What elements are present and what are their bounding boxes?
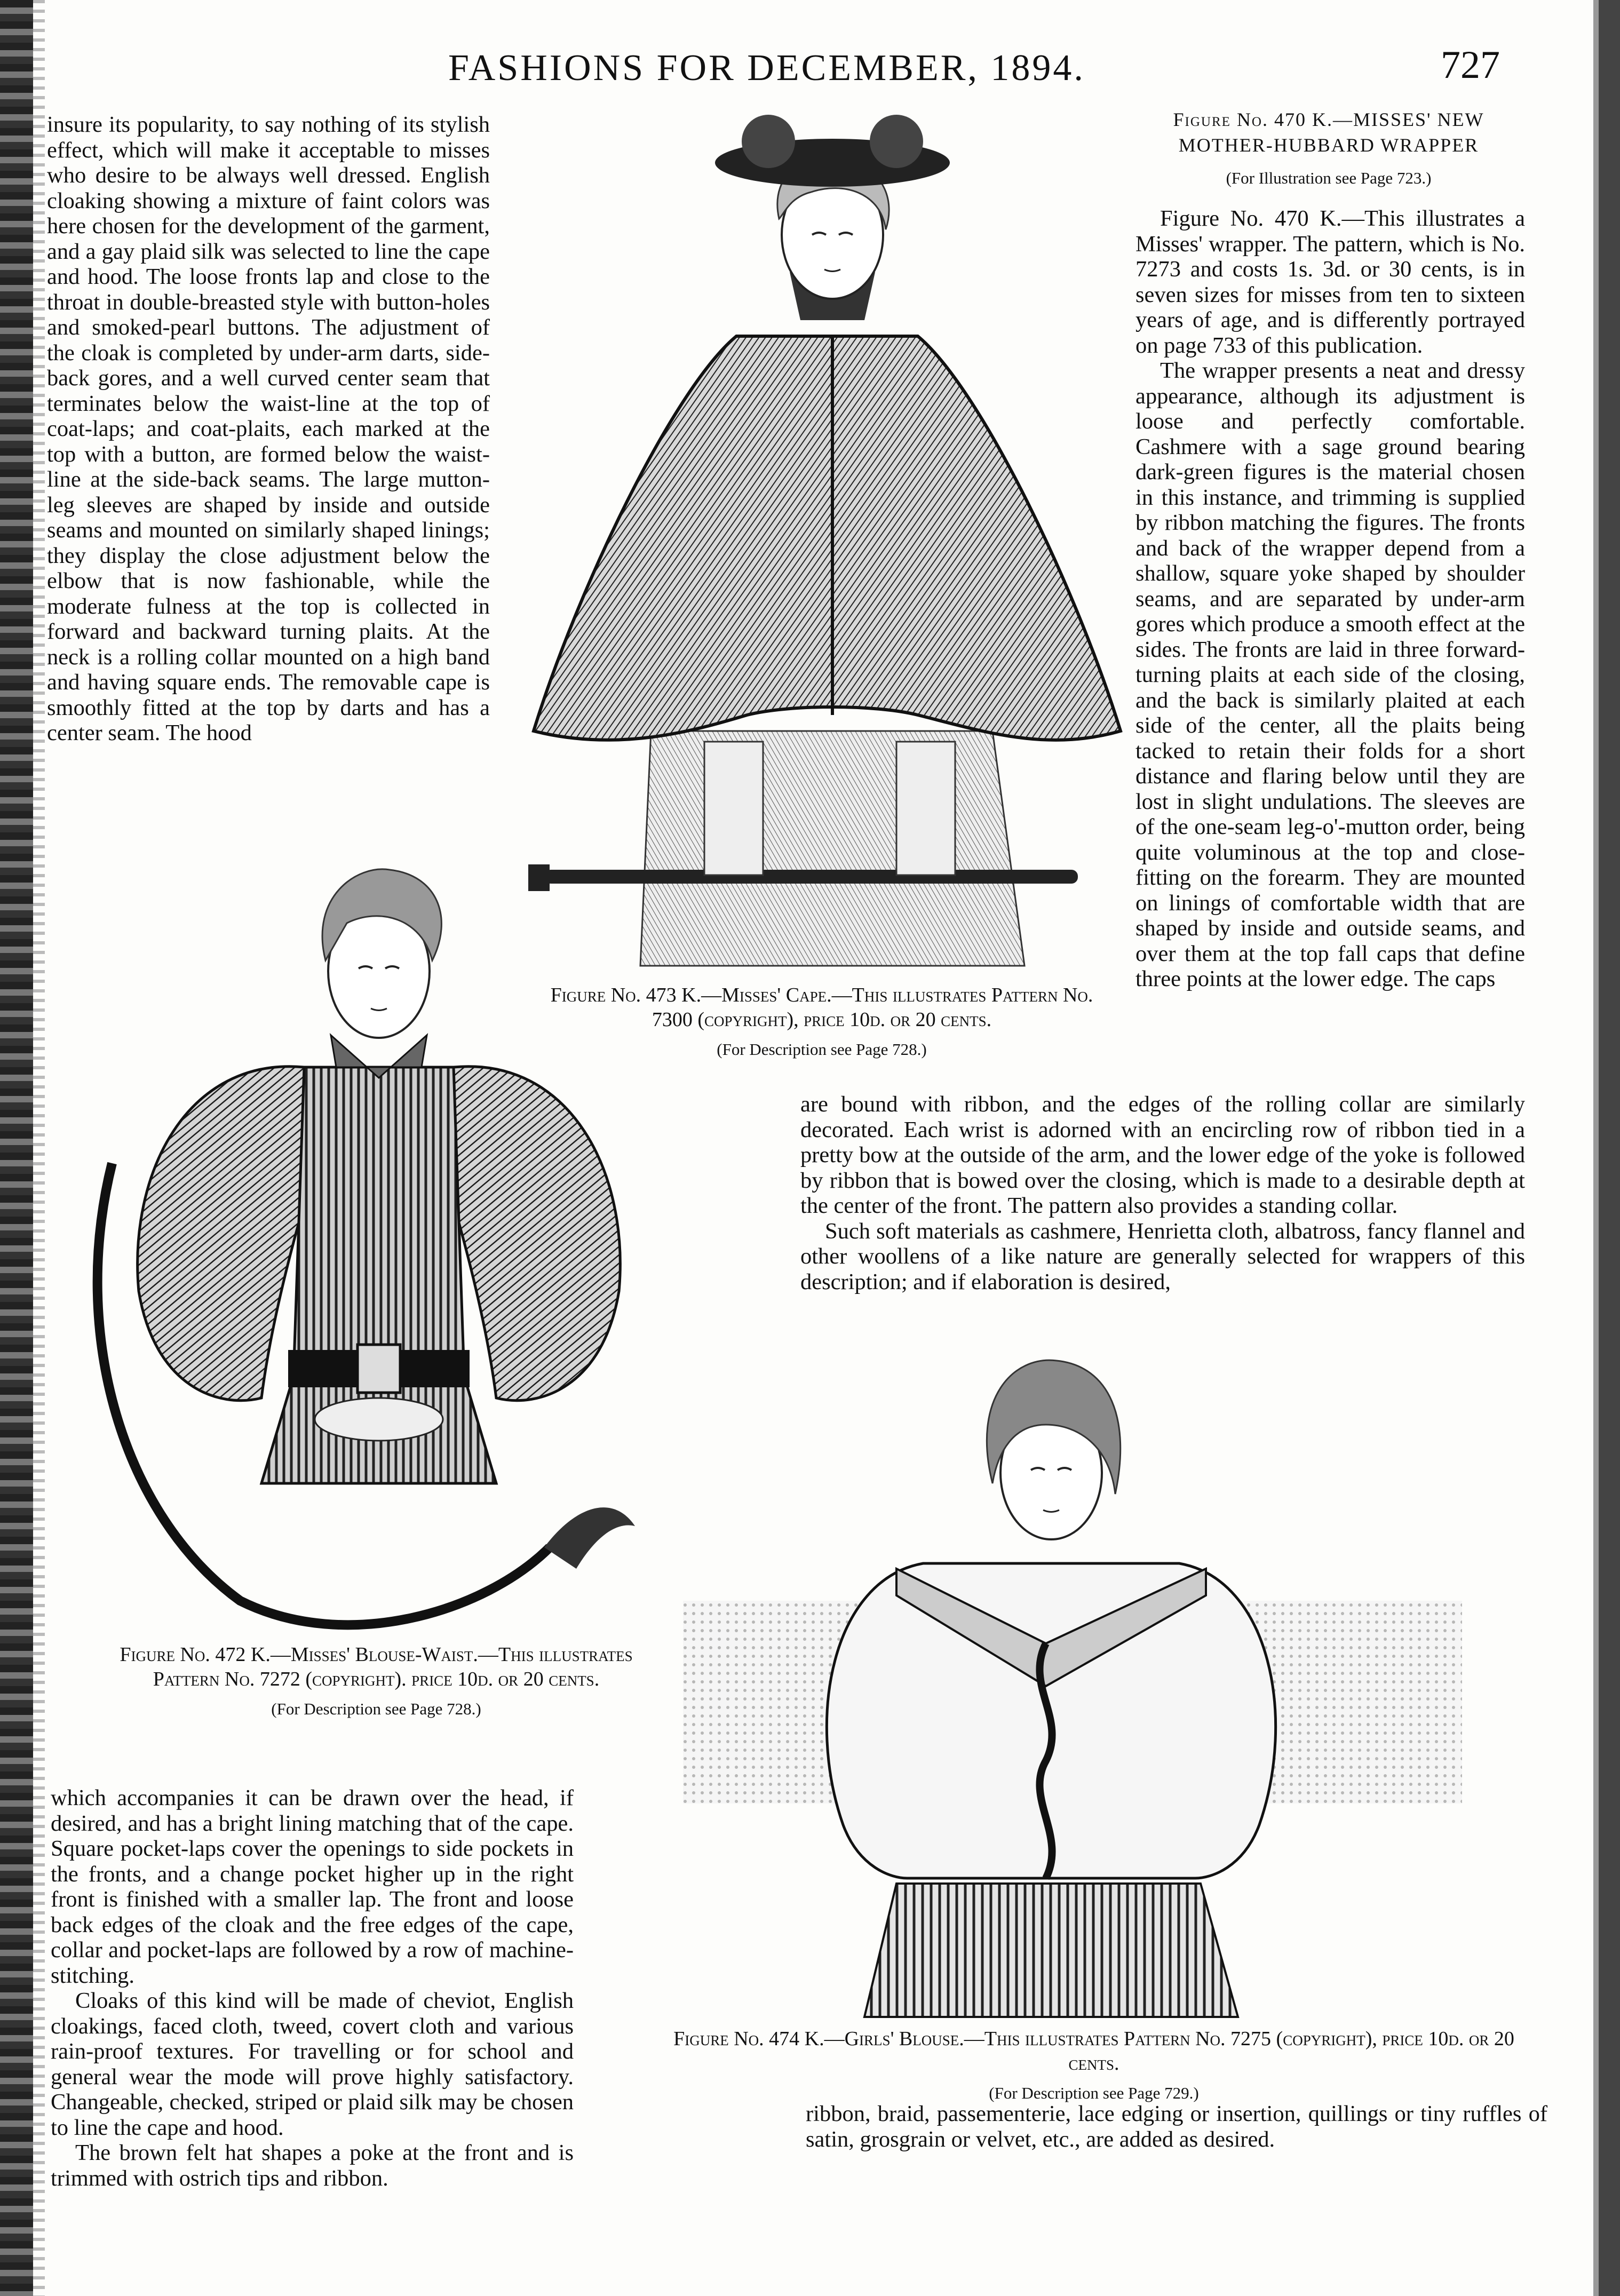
- column-right-bottom: [806, 2101, 1547, 2152]
- column-left-bottom: [51, 1785, 574, 2191]
- figure-473-ref: (For Description see Page 728.): [717, 1040, 927, 1059]
- skirt: [864, 1884, 1238, 2017]
- paragraph: are bound with ribbon, and the edges of the rolling collar are similarly decorated. Each wrist is adorned with an encircling row of ribbon tied in a pretty bow at the outside of the arm, and the lower edge of the yoke is followed by ribbon that is bowed over the closing, which is made to a desirable depth at the center of the front. The pattern also provides a standing collar.: [800, 1092, 1525, 1218]
- figure-474-caption-text: Figure No. 474 K.—Girls' Blouse.—This illustrates Pattern No. 7275 (copyright), price 10d. or 20 cents.: [673, 2028, 1514, 2075]
- figure-470-ref: (For Illustration see Page 723.): [1226, 169, 1432, 187]
- page-edge-shadow: [1593, 0, 1599, 2296]
- paragraph: insure its popularity, to say nothing of its stylish effect, which will make it acceptable to misses who desire to be always well dressed. English cloaking showing a mixture of faint colors was here chosen for the development of the garment, and a gay plaid silk was selected to line the cape and hood. The loose fronts lap and close to the throat in double-breasted style with button-holes and smoked-pearl buttons. The adjustment of the cloak is completed by under-arm darts, side-back gores, and a well curved center seam that terminates below the waist-line at the top of coat-laps; and coat-plaits, each marked at the top with a button, are formed below the waist-line at the side-back seams. The large mutton-leg sleeves are shaped by inside and outside seams and mounted on similarly shaped linings; they display the close adjustment below the elbow that is now fashionable, while the moderate fulness at the top is collected in forward and backward turning plaits. At the neck is a rolling collar mounted on a high band and having square ends. The removable cape is smoothly fitted at the top by darts and has a center seam. The hood: [47, 112, 490, 745]
- binding-shadow: [33, 0, 45, 2296]
- paragraph: which accompanies it can be drawn over the head, if desired, and has a bright lining matching that of the cape. Square pocket-laps cover the openings to side pockets in the fronts, and a change pocket higher up in the right front is finished with a smaller lap. The front and loose back edges of the cloak and the free edges of the cape, collar and pocket-laps are followed by a row of machine-stitching.: [51, 1785, 574, 1988]
- book-binding-edge: [0, 0, 33, 2296]
- figure-473-illustration: [512, 112, 1142, 971]
- page-right-edge: [1599, 0, 1620, 2296]
- figure-472-caption: [96, 1642, 656, 1721]
- paragraph: ribbon, braid, passementerie, lace edging or insertion, quillings or tiny ruffles of satin, grosgrain or velvet, etc., are added as desired.: [806, 2101, 1547, 2152]
- skirt: [640, 731, 1025, 966]
- figure-474-ref: (For Description see Page 729.): [989, 2084, 1199, 2102]
- paragraph: The brown felt hat shapes a poke at the front and is trimmed with ostrich tips and ribbon.: [51, 2140, 574, 2191]
- column-mid: [800, 1092, 1525, 1294]
- figure-470-heading: [1142, 107, 1515, 191]
- paragraph: Figure No. 470 K.—This illustrates a Misses' wrapper. The pattern, which is No. 7273 and costs 1s. 3d. or 30 cents, is in seven sizes for misses from ten to sixteen years of age, and is differently portrayed on page 733 of this publication.: [1135, 206, 1525, 358]
- figure-470-title: Figure No. 470 K.—MISSES' NEW: [1173, 109, 1484, 130]
- figure-473-caption-text: Figure No. 473 K.—Misses' Cape.—This illustrates Pattern No. 7300 (copyright), price 10d. or 20 cents.: [550, 984, 1093, 1031]
- running-title: FASHIONS FOR DECEMBER, 1894.: [448, 47, 1085, 89]
- page-number: 727: [1441, 43, 1500, 87]
- column-left-top: [47, 112, 490, 746]
- column-right: [1135, 206, 1525, 992]
- figure-472-illustration: [80, 854, 694, 1643]
- figure-470-subtitle: MOTHER-HUBBARD WRAPPER: [1178, 134, 1479, 156]
- cape: [534, 336, 1121, 740]
- paragraph: Such soft materials as cashmere, Henrietta cloth, albatross, fancy flannel and other woollens of a like nature are generally selected for wrappers of this description; and if elaboration is desired,: [800, 1218, 1525, 1294]
- figure-472-caption-text: Figure No. 472 K.—Misses' Blouse-Waist.—This illustrates Pattern No. 7272 (copyright). price 10d. or 20 cents.: [120, 1643, 633, 1690]
- figure-474-caption: [646, 2027, 1542, 2106]
- paragraph: Cloaks of this kind will be made of cheviot, English cloakings, faced cloth, tweed, covert cloth and various rain-proof textures. For travelling or for school and general wear the mode will prove highly satisfactory. Changeable, checked, striped or plaid silk may be chosen to line the cape and hood.: [51, 1988, 574, 2140]
- paragraph: The wrapper presents a neat and dressy appearance, although its adjustment is loose and perfectly comfortable. Cashmere with a sage ground bearing dark-green figures is the material chosen in this instance, and trimming is supplied by ribbon matching the figures. The fronts and back of the wrapper depend from a shallow, square yoke shaped by shoulder seams, and are separated by under-arm gores which produce a smooth effect at the sides. The fronts are laid in three forward-turning plaits at each side of the closing, and the back is similarly plaited at each side of the center, all the plaits being tacked to retain their folds for a short distance and flaring below until they are lost in slight undulations. The sleeves are of the one-seam leg-o'-mutton order, being quite voluminous at the top and close-fitting on the forearm. They are mounted on linings of comfortable width that are shaped by inside and outside seams, and over them at the top fall caps that define three points at the lower edge. The caps: [1135, 358, 1525, 991]
- figure-472-ref: (For Description see Page 728.): [271, 1699, 481, 1718]
- figure-474-illustration: [672, 1345, 1473, 2022]
